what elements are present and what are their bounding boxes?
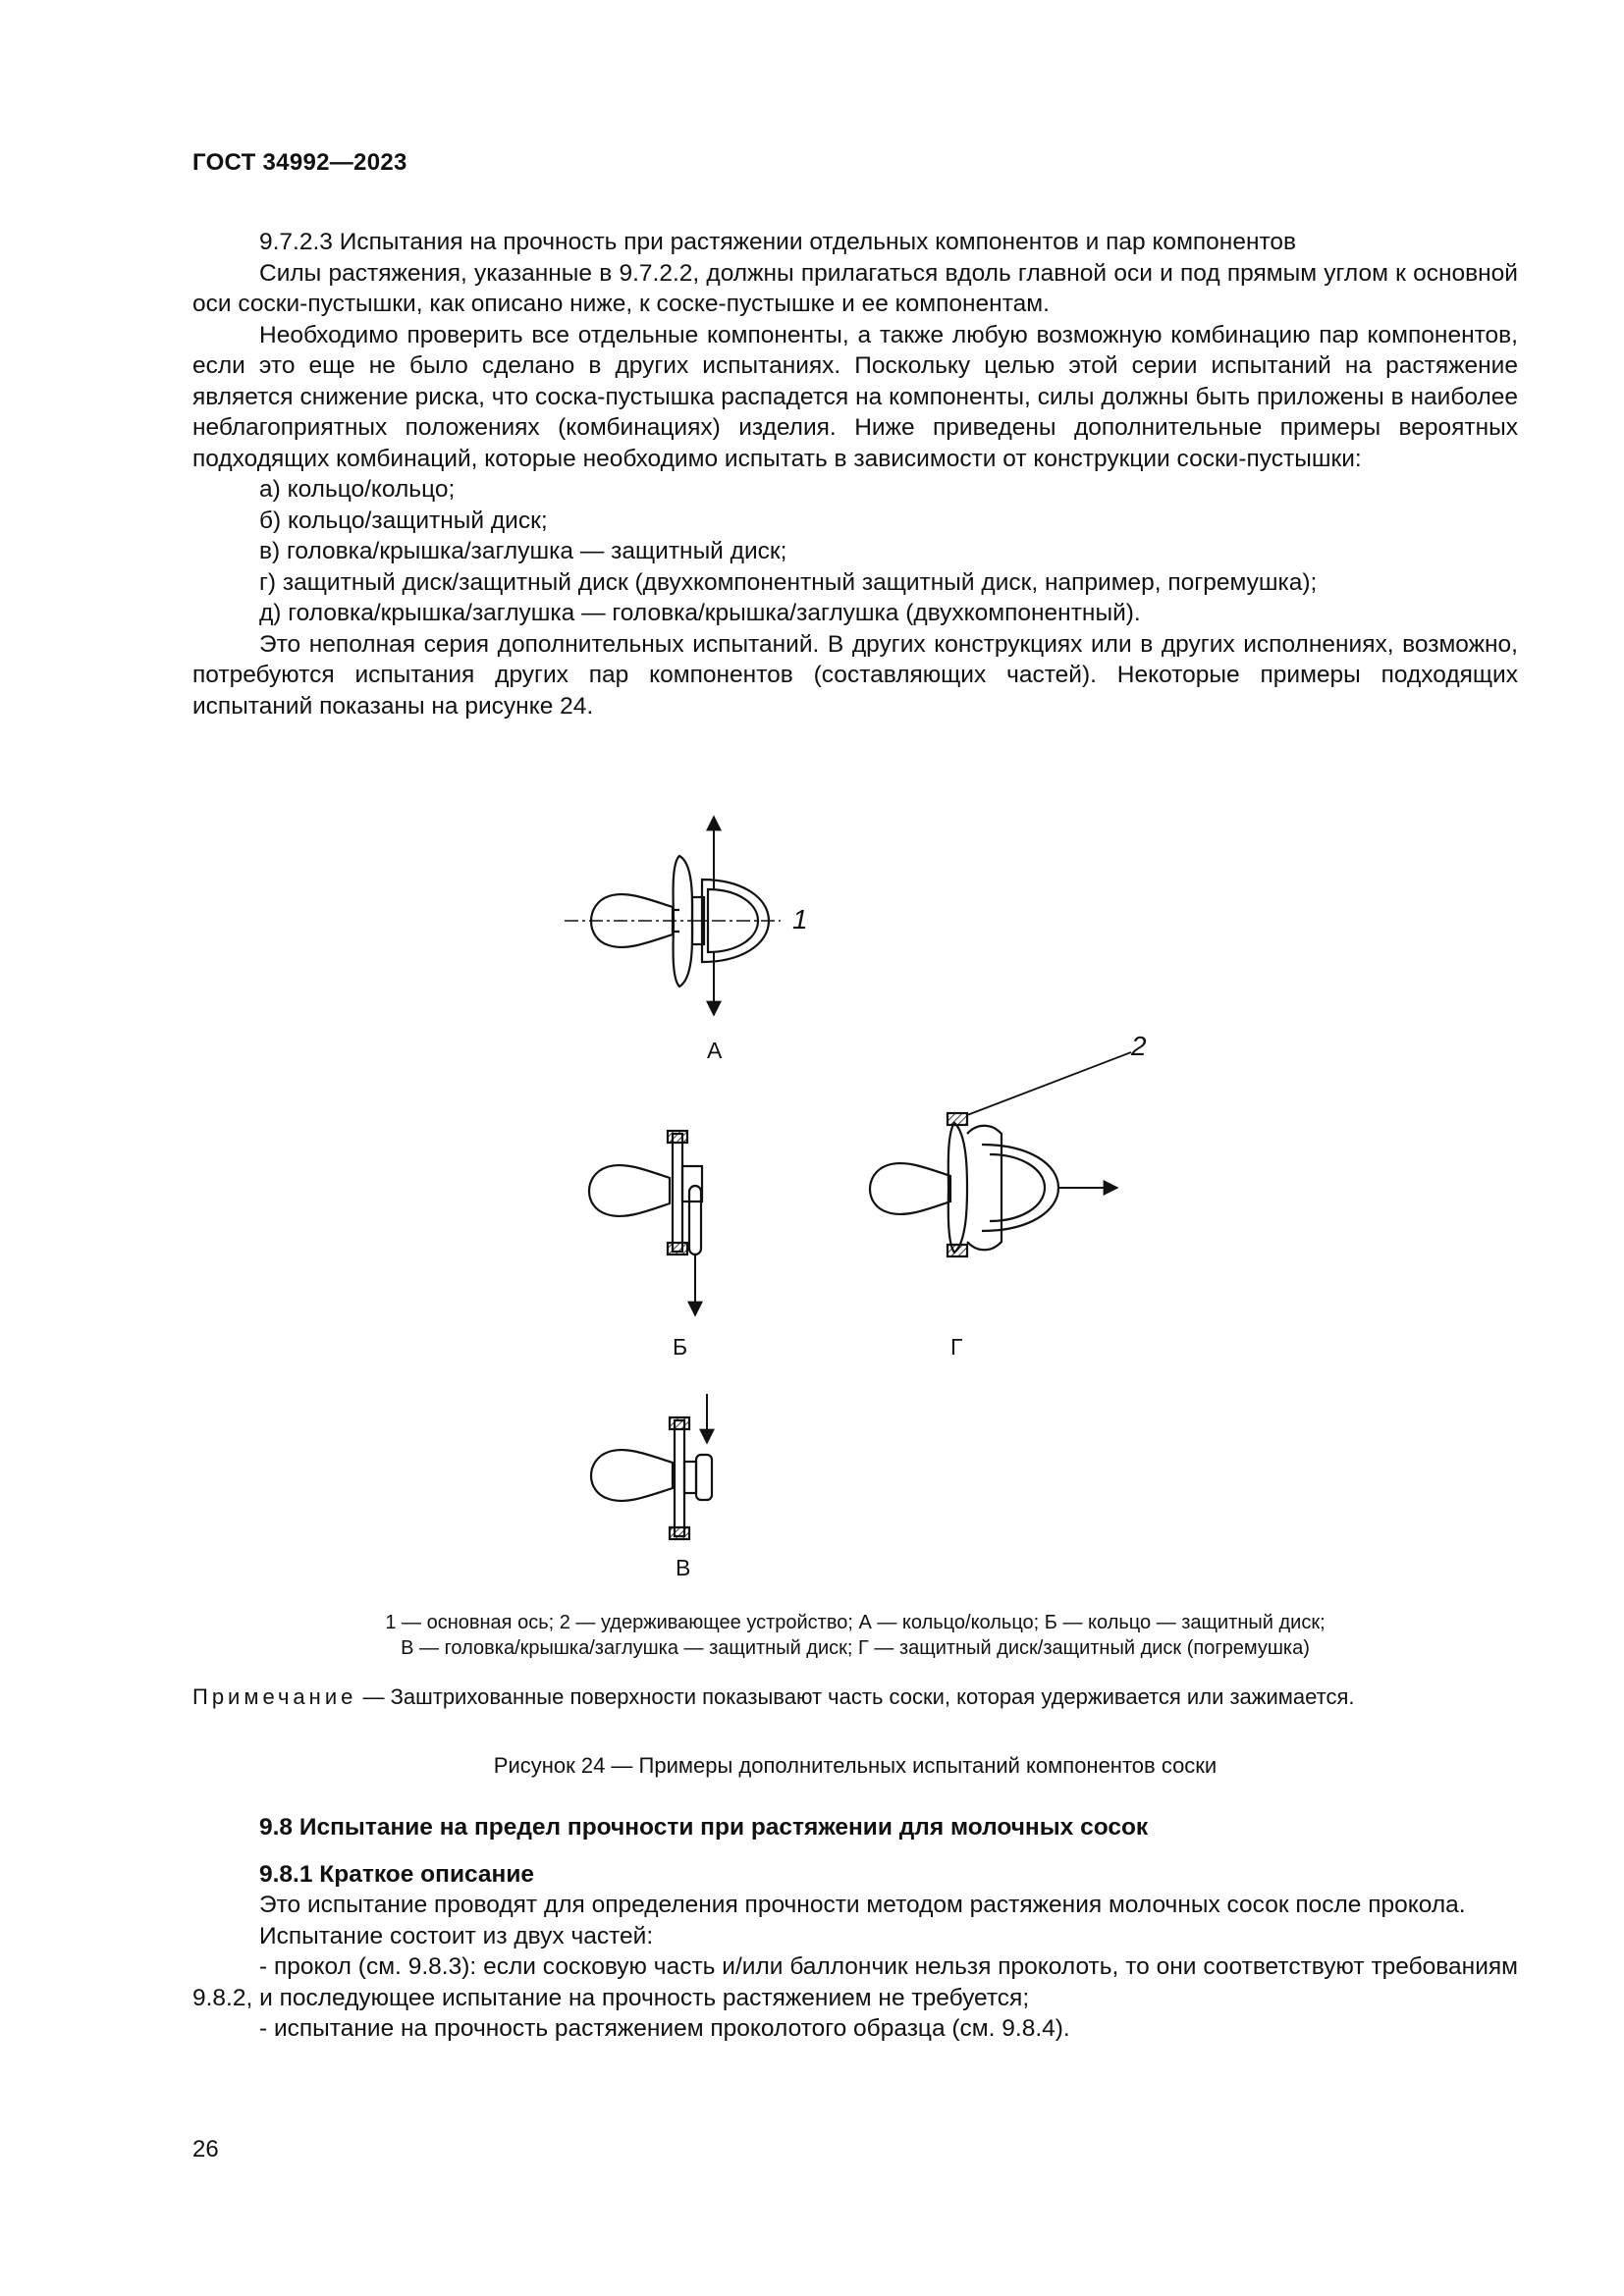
- note-prefix: Примечание: [192, 1684, 357, 1709]
- paragraph: Это неполная серия дополнительных испытаний. В других конструкциях или в других исполнениях, возможно, потребуются испытания других пар компонентов (составляющих частей). Некоторые примеры подходящих испытаний показаны на рисунке 24.: [192, 630, 1518, 720]
- list-item: д) головка/крышка/заглушка — головка/крышка/заглушка (двухкомпонентный).: [259, 600, 1141, 626]
- paragraph: Силы растяжения, указанные в 9.7.2.2, должны прилагаться вдоль главной оси и под прямым углом к основной оси соски-пустышки, как описано ниже, к соске-пустышке и ее компонентам.: [192, 259, 1518, 317]
- section-bottom: [192, 1812, 1518, 2045]
- figure-legend: [192, 1610, 1518, 1661]
- label-g: Г: [950, 1334, 963, 1360]
- figure-24: [530, 795, 1147, 1580]
- document-header: ГОСТ 34992—2023: [192, 149, 407, 176]
- pacifier-diagram: [530, 795, 1147, 1580]
- list-item: а) кольцо/кольцо;: [259, 476, 456, 503]
- paragraph: 9.7.2.3 Испытания на прочность при растяжении отдельных компонентов и пар компонентов: [259, 229, 1297, 255]
- figure-caption: Рисунок 24 — Примеры дополнительных испытаний компонентов соски: [493, 1753, 1218, 1778]
- section-heading: 9.8 Испытание на предел прочности при растяжении для молочных сосок: [259, 1814, 1149, 1841]
- list-item: б) кольцо/защитный диск;: [259, 507, 548, 534]
- section-top: [192, 227, 1518, 721]
- label-a: А: [707, 1038, 723, 1063]
- legend-line: В — головка/крышка/заглушка — защитный диск; Г — защитный диск/защитный диск (погремушка): [401, 1637, 1310, 1659]
- pacifier-b: [589, 1131, 702, 1315]
- figure-note: [192, 1682, 1518, 1712]
- pacifier-v: [591, 1394, 712, 1539]
- paragraph: Испытание состоит из двух частей:: [259, 1922, 654, 1949]
- note-text: — Заштрихованные поверхности показывают часть соски, которая удерживается или зажимается.: [356, 1684, 1355, 1709]
- holder-callout: 2: [1131, 1031, 1147, 1061]
- label-b: Б: [673, 1334, 688, 1360]
- paragraph: - испытание на прочность растяжением проколотого образца (см. 9.8.4).: [259, 2015, 1070, 2042]
- page-number: 26: [192, 2136, 219, 2163]
- label-v: В: [676, 1555, 691, 1580]
- list-item: в) головка/крышка/заглушка — защитный диск;: [259, 538, 787, 564]
- subsection-heading: 9.8.1 Краткое описание: [259, 1860, 535, 1888]
- pacifier-a: [565, 817, 781, 1015]
- list-item: г) защитный диск/защитный диск (двухкомпонентный защитный диск, например, погремушка);: [259, 568, 1318, 596]
- axis-callout: 1: [792, 904, 808, 934]
- paragraph: Это испытание проводят для определения прочности методом растяжения молочных сосок после прокола.: [259, 1892, 1466, 1918]
- paragraph: Необходимо проверить все отдельные компоненты, а также любую возможную комбинацию пар компонентов, если это еще не было сделано в других испытаниях. Поскольку целью этой серии испытаний на растяжение является снижение риска, что соска-пустышка распадется на компоненты, силы должны быть приложены в наиболее неблагоприятных положениях (комбинациях) изделия. Ниже приведены дополнительные примеры вероятных подходящих комбинаций, которые необходимо испытать в зависимости от конструкции соски-пустышки:: [192, 321, 1518, 472]
- pacifier-g: [870, 1052, 1131, 1256]
- legend-line: 1 — основная ось; 2 — удерживающее устройство; А — кольцо/кольцо; Б — кольцо — защитный диск;: [385, 1612, 1326, 1633]
- paragraph: - прокол (см. 9.8.3): если сосковую часть и/или баллончик нельзя проколоть, то они соответствуют требованиям 9.8.2, и последующее испытание на прочность растяжением не требуется;: [192, 1953, 1518, 2011]
